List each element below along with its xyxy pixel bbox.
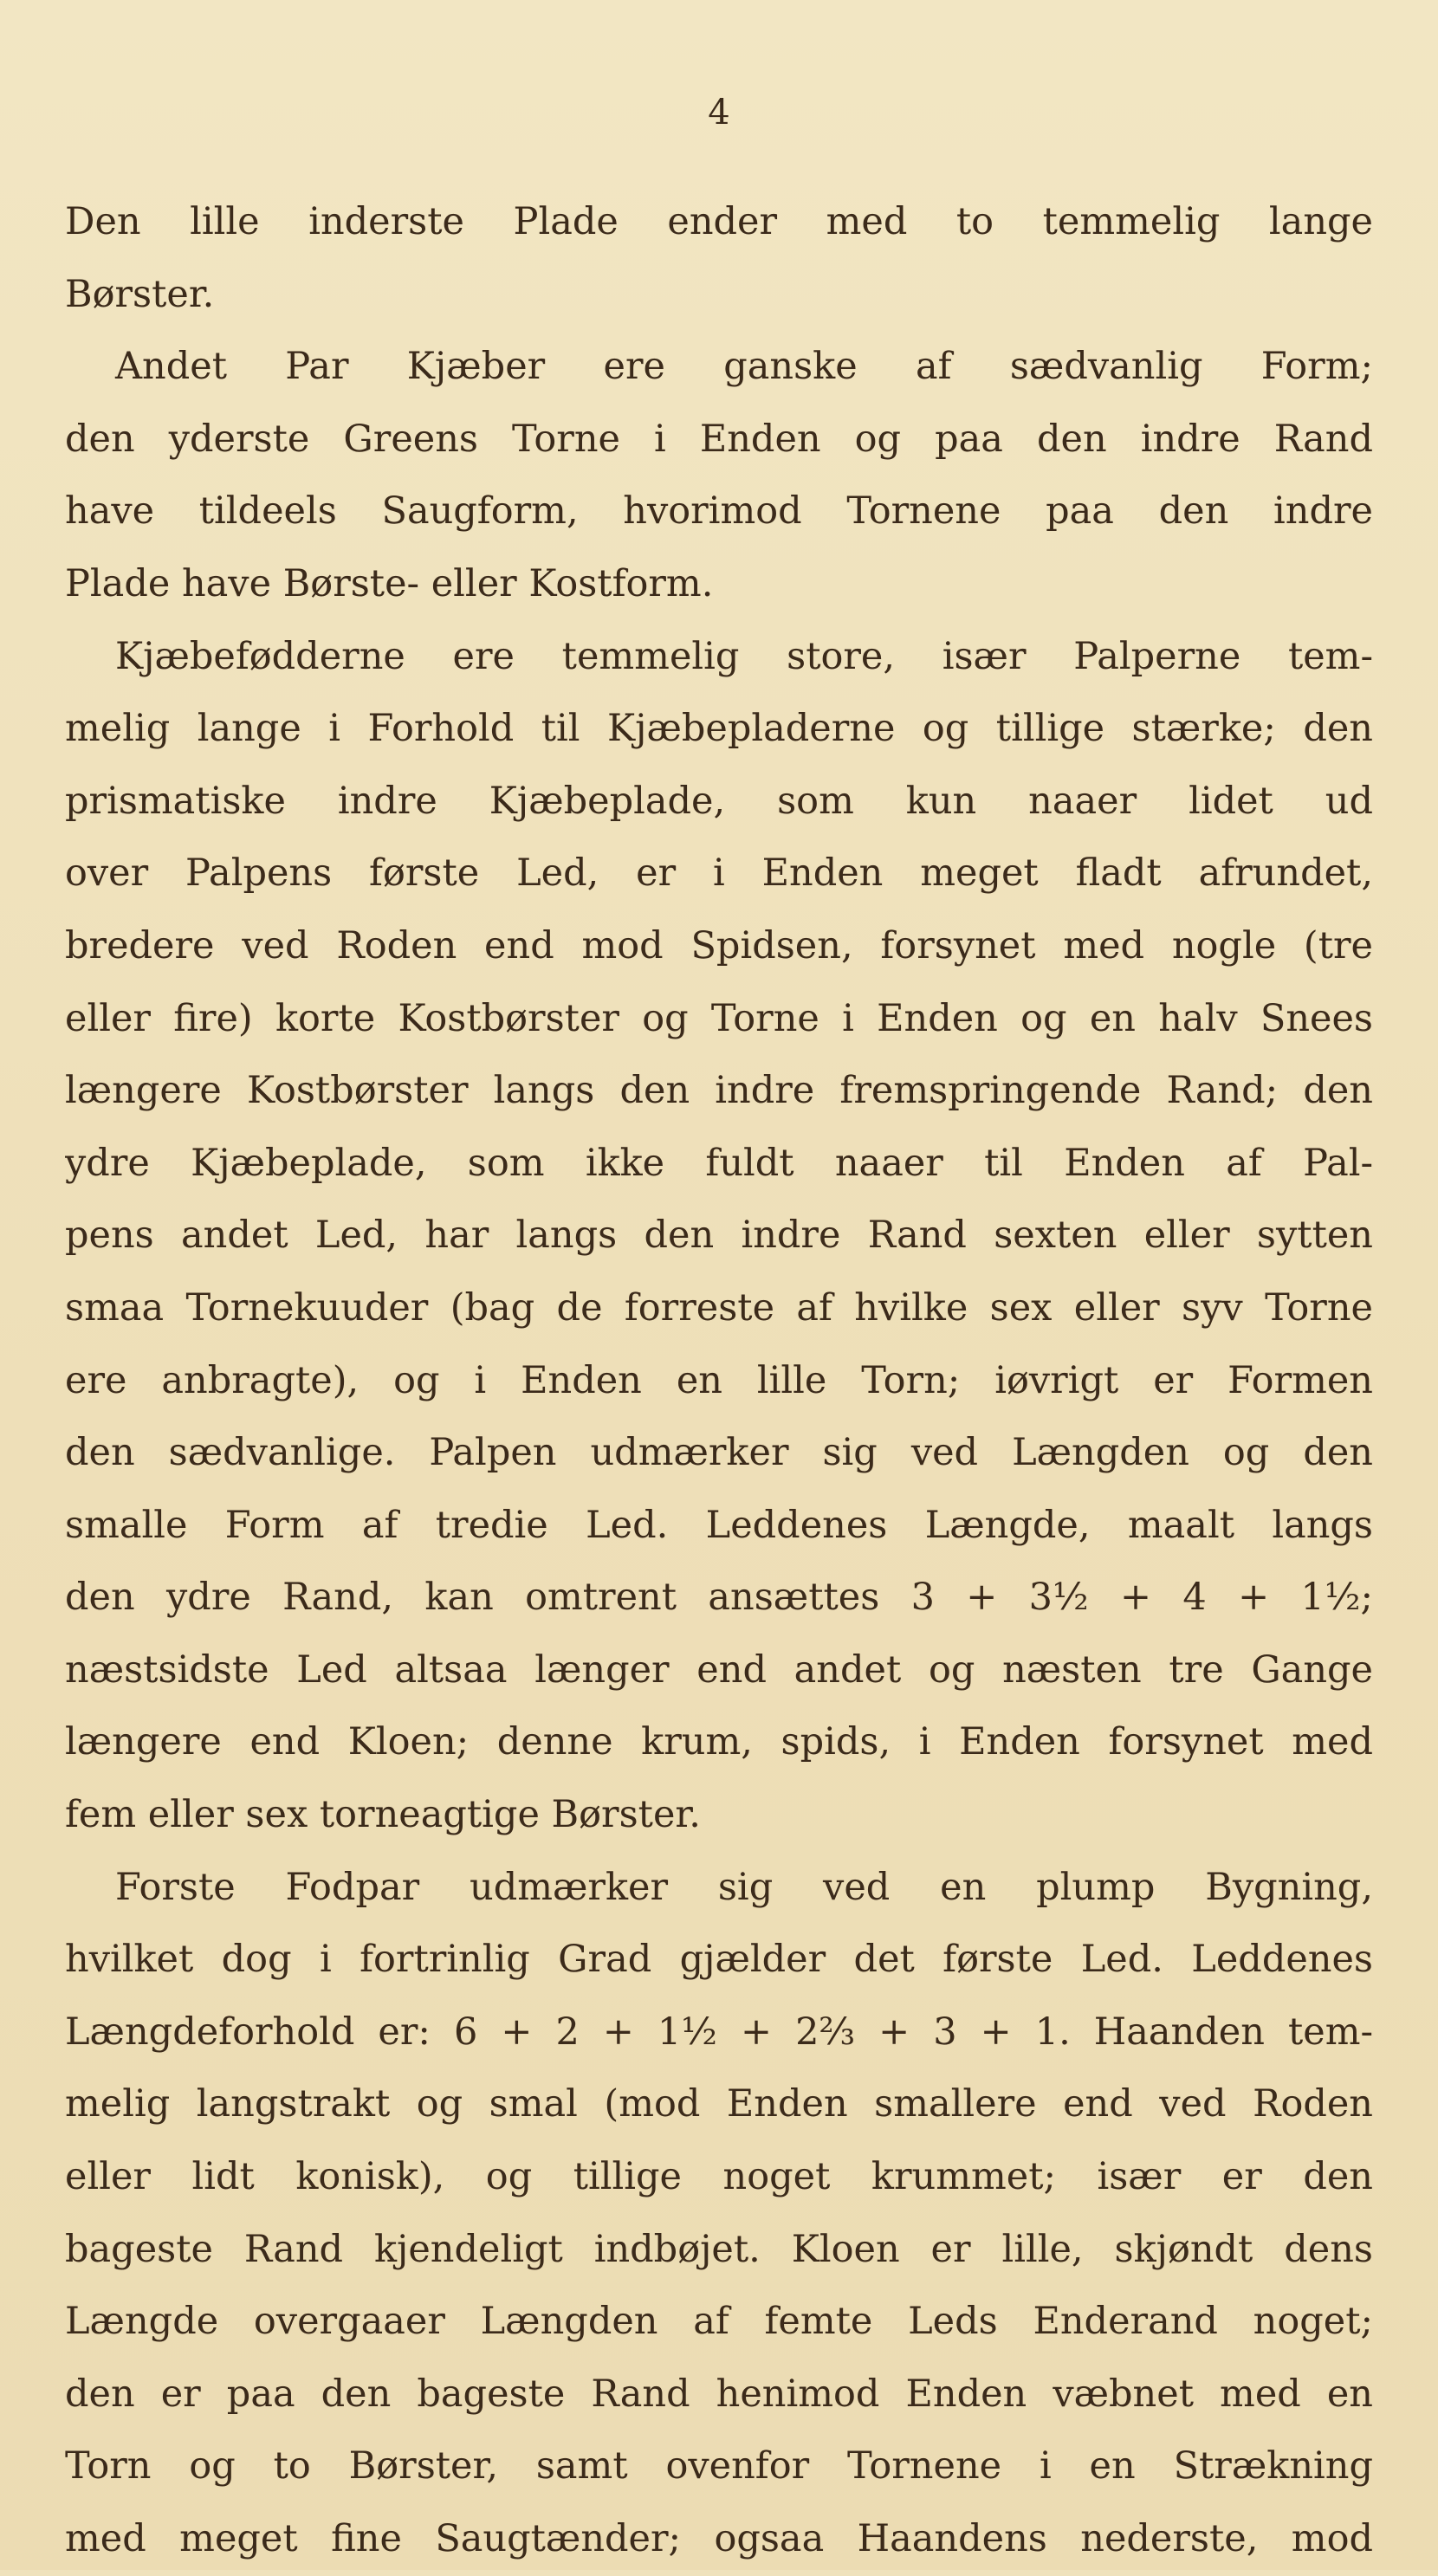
page-number: 4 (708, 93, 730, 133)
text-line: den er paa den bageste Rand henimod Enden væbnet med en (65, 2372, 1373, 2416)
text-line: Kjæbefødderne ere temmelig store, især Palperne tem- (115, 634, 1373, 678)
text-line: fem eller sex torneagtige Børster. (65, 1793, 701, 1837)
text-line: længere end Kloen; denne krum, spids, i Enden forsynet med (65, 1720, 1373, 1764)
text-line: hvilket dog i fortrinlig Grad gjælder det første Led. Leddenes (65, 1938, 1373, 1982)
text-line: ere anbragte), og i Enden en lille Torn; iøvrigt er Formen (65, 1358, 1373, 1402)
text-line: over Palpens første Led, er i Enden meget fladt afrundet, (65, 851, 1373, 896)
text-line: Længde overgaaer Længden af femte Leds Enderand noget; (65, 2300, 1373, 2344)
body-text (65, 186, 1373, 2576)
text-line: den yderste Greens Torne i Enden og paa den indre Rand (65, 417, 1373, 461)
text-line: bredere ved Roden end mod Spidsen, forsynet med nogle (tre (65, 923, 1373, 968)
text-line: med meget fine Saugtænder; ogsaa Haandens nederste, mod (65, 2517, 1373, 2560)
text-line: Andet Par Kjæber ere ganske af sædvanlig Form; (115, 345, 1373, 389)
text-line: smalle Form af tredie Led. Leddenes Længde, maalt langs (65, 1503, 1373, 1547)
text-line: Længdeforhold er: 6 + 2 + 1½ + 2⅔ + 3 + 1. Haanden tem- (65, 2010, 1373, 2054)
text-line: næstsidste Led altsaa længer end andet og næsten tre Gange (65, 1647, 1373, 1692)
text-line: Torn og to Børster, samt ovenfor Tornene i en Strækning (65, 2444, 1373, 2489)
text-line: den sædvanlige. Palpen udmærker sig ved Længden og den (65, 1431, 1373, 1475)
text-line: prismatiske indre Kjæbeplade, som kun naaer lidet ud (65, 779, 1373, 823)
text-line: Børster. (65, 272, 215, 316)
text-line: eller fire) korte Kostbørster og Torne i Enden og en halv Snees (65, 996, 1373, 1040)
text-line: have tildeels Saugform, hvorimod Tornene paa den indre (65, 489, 1373, 534)
text-line: ydre Kjæbeplade, som ikke fuldt naaer til Enden af Pal- (65, 1141, 1373, 1185)
text-line: pens andet Led, har langs den indre Rand sexten eller sytten (65, 1214, 1373, 1258)
text-line: smaa Tornekuuder (bag de forreste af hvilke sex eller syv Torne (65, 1285, 1373, 1330)
text-line: Den lille inderste Plade ender med to temmelig lange (65, 200, 1373, 243)
text-line: længere Kostbørster langs den indre fremspringende Rand; den (65, 1069, 1373, 1113)
text-line: den ydre Rand, kan omtrent ansættes 3 + 3½ + 4 + 1½; (65, 1576, 1373, 1620)
text-line: melig lange i Forhold til Kjæbepladerne og tillige stærke; den (65, 707, 1373, 751)
text-line: melig langstrakt og smal (mod Enden smallere end ved Roden (65, 2082, 1373, 2126)
text-line: eller lidt konisk), og tillige noget krummet; især er den (65, 2155, 1373, 2199)
text-line: Forste Fodpar udmærker sig ved en plump Bygning, (115, 1865, 1373, 1909)
text-line: Plade have Børste- eller Kostform. (65, 561, 714, 605)
text-line: bageste Rand kjendeligt indbøjet. Kloen er lille, skjøndt dens (65, 2227, 1373, 2271)
